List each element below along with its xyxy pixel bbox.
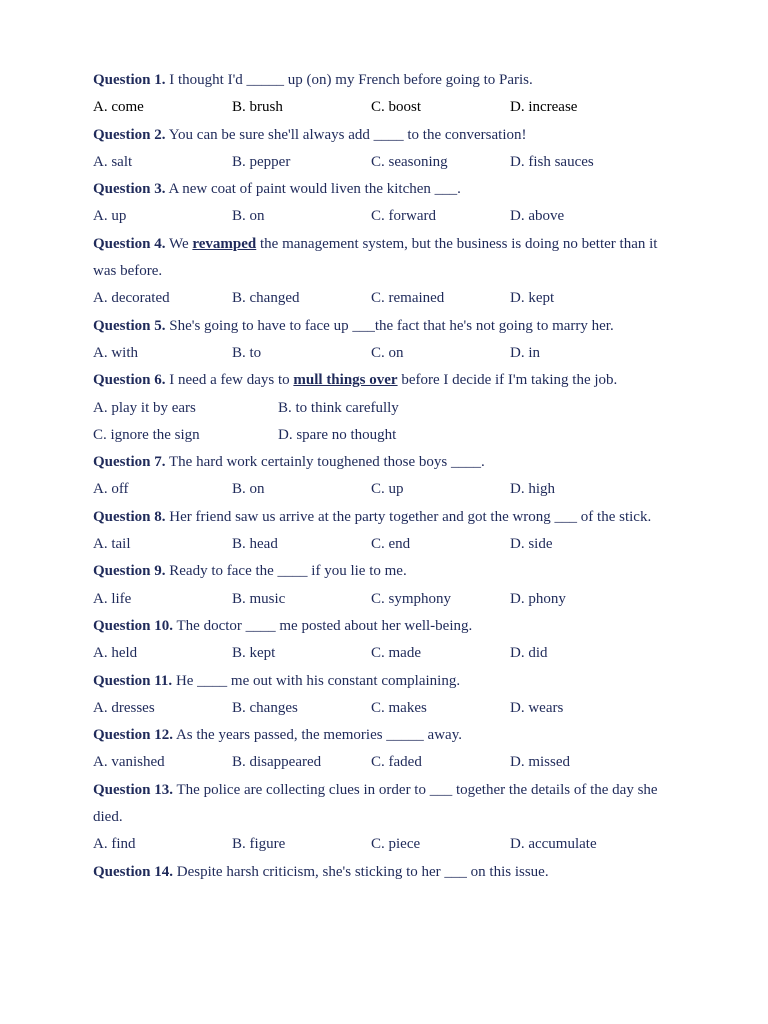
option-a: A. off bbox=[93, 481, 129, 498]
question-7 bbox=[93, 449, 683, 476]
option-d: D. phony bbox=[510, 590, 566, 607]
question-3 bbox=[93, 176, 683, 203]
question-number: Question 1. bbox=[93, 72, 166, 88]
option-d: D. wears bbox=[510, 699, 564, 716]
option-c: C. up bbox=[371, 481, 404, 498]
option-b: B. to bbox=[232, 344, 262, 361]
question-text-before: We bbox=[169, 235, 189, 252]
question-13 bbox=[93, 777, 683, 832]
option-a: A. decorated bbox=[93, 290, 170, 307]
option-a: A. up bbox=[93, 208, 127, 225]
option-d: D. kept bbox=[510, 290, 555, 307]
option-b: B. brush bbox=[232, 99, 283, 116]
option-d: D. above bbox=[510, 208, 565, 225]
question-2 bbox=[93, 122, 683, 149]
question-12 bbox=[93, 722, 683, 749]
question-number: Question 6. bbox=[93, 372, 166, 389]
question-14 bbox=[93, 859, 683, 886]
question-10 bbox=[93, 613, 683, 640]
question-13-options bbox=[93, 831, 683, 858]
option-d: D. fish sauces bbox=[510, 153, 594, 170]
question-text-after: the management system, but the business is doing no better than it was before. bbox=[93, 235, 658, 280]
question-number: Question 9. bbox=[93, 563, 166, 580]
question-number: Question 10. bbox=[93, 617, 174, 634]
option-a: A. vanished bbox=[93, 754, 165, 771]
question-8-options bbox=[93, 531, 683, 558]
question-text: The doctor ____ me posted about her well-being. bbox=[176, 617, 473, 634]
option-b: B. on bbox=[232, 208, 265, 225]
question-text: You can be sure she'll always add ____ to the conversation! bbox=[168, 126, 527, 143]
question-6 bbox=[93, 367, 683, 394]
question-1 bbox=[93, 67, 683, 94]
question-2-options bbox=[93, 149, 683, 176]
option-c: C. forward bbox=[371, 208, 436, 225]
question-6-options-row-2 bbox=[93, 422, 683, 449]
option-b: B. music bbox=[232, 590, 286, 607]
question-number: Question 5. bbox=[93, 317, 166, 334]
question-text: I thought I'd _____ up (on) my French before going to Paris. bbox=[169, 72, 533, 88]
question-number: Question 2. bbox=[93, 126, 166, 143]
question-6-options-row-1 bbox=[93, 395, 683, 422]
option-b: B. figure bbox=[232, 836, 286, 853]
question-text: She's going to have to face up ___the fact that he's not going to marry her. bbox=[169, 317, 614, 334]
option-d: D. did bbox=[510, 645, 548, 662]
question-4 bbox=[93, 231, 683, 286]
option-a: A. held bbox=[93, 645, 138, 662]
question-number: Question 12. bbox=[93, 727, 174, 744]
option-a: A. salt bbox=[93, 153, 133, 170]
question-text: Despite harsh criticism, she's sticking to her ___ on this issue. bbox=[176, 863, 549, 880]
option-d: D. missed bbox=[510, 754, 570, 771]
option-b: B. disappeared bbox=[232, 754, 322, 771]
option-d: D. increase bbox=[510, 99, 578, 116]
option-c: C. end bbox=[371, 536, 411, 553]
question-4-options bbox=[93, 285, 683, 312]
question-10-options bbox=[93, 640, 683, 667]
option-a: A. find bbox=[93, 836, 136, 853]
question-number: Question 11. bbox=[93, 672, 173, 689]
question-3-options bbox=[93, 203, 683, 230]
question-5-options bbox=[93, 340, 683, 367]
question-number: Question 14. bbox=[93, 863, 174, 880]
option-b: B. kept bbox=[232, 645, 276, 662]
option-a: A. dresses bbox=[93, 699, 155, 716]
option-d: D. spare no thought bbox=[278, 426, 397, 443]
question-11-options bbox=[93, 695, 683, 722]
option-a: A. tail bbox=[93, 536, 131, 553]
question-text: The hard work certainly toughened those boys ____. bbox=[169, 454, 485, 471]
question-number: Question 4. bbox=[93, 235, 166, 252]
option-d: D. in bbox=[510, 344, 540, 361]
option-b: B. on bbox=[232, 481, 265, 498]
option-b: B. pepper bbox=[232, 153, 291, 170]
option-b: B. changes bbox=[232, 699, 298, 716]
question-text: As the years passed, the memories _____ away. bbox=[175, 727, 462, 744]
question-7-options bbox=[93, 476, 683, 503]
option-c: C. piece bbox=[371, 836, 421, 853]
document-page bbox=[93, 67, 683, 886]
option-c: C. ignore the sign bbox=[93, 426, 200, 443]
option-c: C. faded bbox=[371, 754, 422, 771]
option-a: A. with bbox=[93, 344, 138, 361]
question-text-after: before I decide if I'm taking the job. bbox=[401, 372, 618, 389]
highlighted-word: revamped bbox=[192, 235, 257, 252]
question-text: The police are collecting clues in order to ___ together the details of the day she died. bbox=[93, 781, 658, 826]
question-number: Question 13. bbox=[93, 781, 174, 798]
option-a: A. come bbox=[93, 99, 144, 116]
highlighted-phrase: mull things over bbox=[293, 372, 398, 389]
question-text: A new coat of paint would liven the kitchen ___. bbox=[168, 181, 461, 198]
option-c: C. seasoning bbox=[371, 153, 448, 170]
option-c: C. on bbox=[371, 344, 404, 361]
option-d: D. high bbox=[510, 481, 555, 498]
option-d: D. side bbox=[510, 536, 553, 553]
option-c: C. boost bbox=[371, 99, 422, 116]
question-number: Question 7. bbox=[93, 454, 166, 471]
option-c: C. remained bbox=[371, 290, 445, 307]
question-11 bbox=[93, 668, 683, 695]
question-5 bbox=[93, 313, 683, 340]
option-c: C. symphony bbox=[371, 590, 452, 607]
option-c: C. makes bbox=[371, 699, 427, 716]
option-d: D. accumulate bbox=[510, 836, 597, 853]
option-c: C. made bbox=[371, 645, 421, 662]
option-b: B. to think carefully bbox=[278, 399, 399, 416]
question-text: He ____ me out with his constant complaining. bbox=[175, 672, 461, 689]
question-12-options bbox=[93, 749, 683, 776]
question-text: Ready to face the ____ if you lie to me. bbox=[169, 563, 407, 580]
question-text-before: I need a few days to bbox=[169, 372, 290, 389]
question-number: Question 8. bbox=[93, 508, 166, 525]
question-9-options bbox=[93, 586, 683, 613]
question-number: Question 3. bbox=[93, 181, 166, 198]
question-1-options bbox=[93, 94, 683, 121]
question-text: Her friend saw us arrive at the party together and got the wrong ___ of the stick. bbox=[169, 508, 652, 525]
option-a: A. life bbox=[93, 590, 132, 607]
question-9 bbox=[93, 558, 683, 585]
question-8 bbox=[93, 504, 683, 531]
option-b: B. head bbox=[232, 536, 278, 553]
option-a: A. play it by ears bbox=[93, 399, 196, 416]
option-b: B. changed bbox=[232, 290, 300, 307]
